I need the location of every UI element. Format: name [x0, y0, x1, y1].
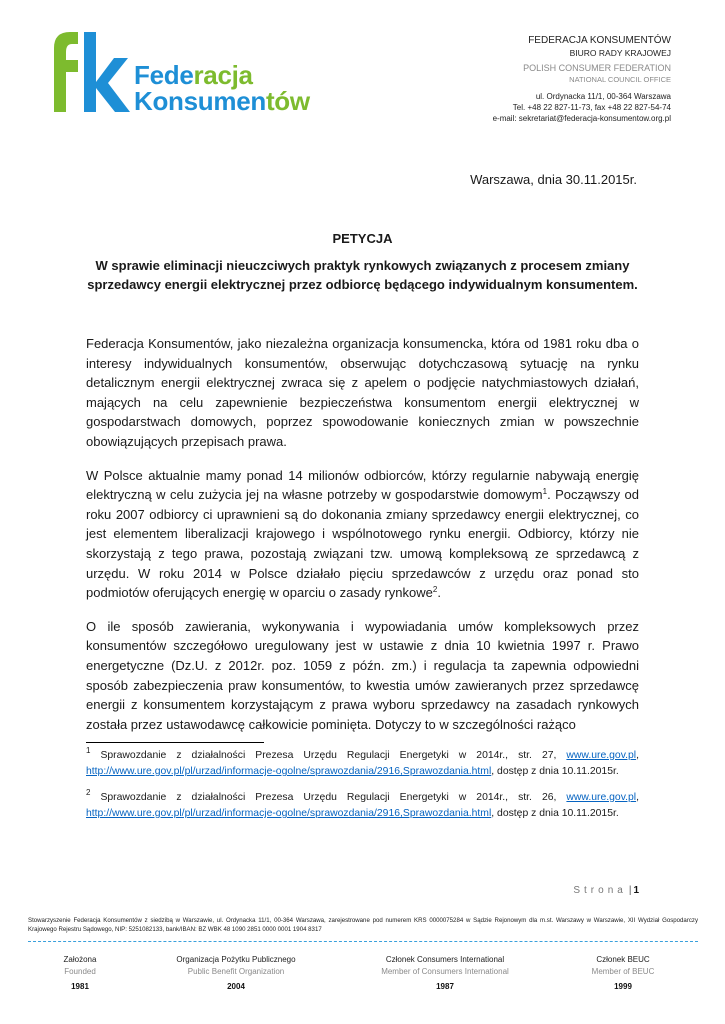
footnote-ref-1[interactable]: 1	[542, 487, 548, 497]
footer-legal-info: Stowarzyszenie Federacja Konsumentów z siedzibą w Warszawie, ul. Ordynacka 11/1, 00-364 Warszawa, zarejestrowane pod numerem KRS 0000075284 w Sądzie Rejonowym dla m.st. Warszawy w Warszawie, XII Wydział Gospodarczy Krajowego Rejestru Sądowego, NIP: 5251082133, bank/IBAN: BZ WBK 48 1090 2851 0000 0001 1904 8317	[28, 917, 698, 933]
fk-logo-mark-icon	[44, 28, 134, 114]
paragraph-1: Federacja Konsumentów, jako niezależna organizacja konsumencka, która od 1981 roku dba o interesy indywidualnych konsumentów, obserwując dotychczasową sytuację na rynku detalicznym energii elektrycznej zwraca się z apelem o podjęcie natychmiastowych działań, mających na celu zapewnienie bezpieczeństwa konsumentom energii elektrycznej w gospodarstwach domowych, poprzez spowodowanie koniecznych zmian w powszechnie obowiązujących przepisach prawa.	[86, 336, 639, 449]
footnote-1-link-report[interactable]: http://www.ure.gov.pl/pl/urzad/informacje-ogolne/sprawozdania/2916,Sprawozdania.html	[86, 766, 492, 777]
footer-public-benefit: Organizacja Pożytku Publicznego Public Benefit Organization 2004	[176, 955, 296, 991]
header-office-name: BIURO RADY KRAJOWEJ	[569, 48, 671, 58]
footnote-2: $^2$ Sprawozdanie z działalności Prezesa Urzędu Regulacji Energetyki w 2014r., str. 26, www.ure.gov.pl, http://www.ure.gov.pl/pl/urzad/informacje-ogolne/sprawozdania/2916,Sprawozdania.html, dostęp z dnia 10.11.2015r.	[86, 788, 639, 819]
footnote-ref-2[interactable]: 2	[432, 585, 438, 595]
footnotes	[86, 748, 639, 832]
header-office-name-en: NATIONAL COUNCIL OFFICE	[569, 75, 671, 84]
footer-divider	[28, 941, 698, 942]
header-phone: Tel. +48 22 827-11-73, fax +48 22 827-54-74	[512, 103, 671, 112]
header-org-name-en: POLISH CONSUMER FEDERATION	[523, 63, 671, 73]
header-contact-block	[493, 34, 671, 124]
paragraph-2: W Polsce aktualnie mamy ponad 14 milionów odbiorców, którzy regularnie nabywają energię elektryczną w celu zużycia jej na własne potrzeby w gospodarstwie domowym$^1$. Począwszy od roku 2007 odbiorcy ci uprawnieni są do dokonania zmiany sprzedawcy energii elektrycznej, co jest elementem liberalizacji krajowego i wspólnotowego rynku energii. Odbiorcy, którzy nie skorzystają z tego prawa, pozostają związani tzw. umową kompleksową ze sprzedawcą z urzędu. W roku 2014 w Polsce działało pięciu sprzedawców z urzędu oraz ponad sto podmiotów oferujących energię w oparciu o zasady rynkowe$^2$.	[86, 467, 639, 601]
logo-name-line-2: Konsumentów	[134, 86, 310, 116]
footnote-1: $^1$ Sprawozdanie z działalności Prezesa Urzędu Regulacji Energetyki w 2014r., str. 27, www.ure.gov.pl, http://www.ure.gov.pl/pl/urzad/informacje-ogolne/sprawozdania/2916,Sprawozdania.html, dostęp z dnia 10.11.2015r.	[86, 746, 639, 777]
header-address: ul. Ordynacka 11/1, 00-364 Warszawa	[535, 92, 671, 101]
footer-beuc: Członek BEUC Member of BEUC 1999	[591, 955, 655, 991]
letter-body	[86, 334, 639, 748]
footnote-2-link-report[interactable]: http://www.ure.gov.pl/pl/urzad/informacje-ogolne/sprawozdania/2916,Sprawozdania.html	[86, 808, 492, 819]
footer-consumers-international: Członek Consumers International Member of Consumers International 1987	[381, 955, 509, 991]
footnote-divider	[86, 742, 264, 743]
footer-founded: Założona Founded 1981	[63, 955, 97, 991]
footnote-2-link-ure[interactable]: www.ure.gov.pl	[566, 792, 637, 803]
logo-name-line-1: Federacja	[134, 60, 253, 90]
federacja-konsumentow-logo	[44, 28, 310, 116]
page-number: Strona | 1	[573, 885, 639, 896]
paragraph-3: O ile sposób zawierania, wykonywania i wypowiadania umów kompleksowych przez konsumentów szczegółowo uregulowany jest w ustawie z dnia 10 kwietnia 1997 r. Prawo energetyczne (Dz.U. z 2012r. poz. 1059 z późn. zm.) i regulacja ta zapewnia odpowiedni sposób zabezpieczenia praw konsumentów, to kwestia umów zawieranych przez sprzedawcę energii z konsumentem korzystającym z prawa wyboru sprzedawcy na zasadach rynkowych została przez ustawodawcę całkowicie pominięta. Dotyczy to w szczególności rażąco	[86, 618, 639, 732]
letter-date: Warszawa, dnia 30.11.2015r.	[470, 172, 637, 187]
petition-subtitle: W sprawie eliminacji nieuczciwych praktyk rynkowych związanych z procesem zmiany sprzedawcy energii elektrycznej przez odbiorcę będącego indywidualnym konsumentem.	[87, 258, 638, 292]
footnote-1-link-ure[interactable]: www.ure.gov.pl	[566, 750, 637, 761]
header-org-name: FEDERACJA KONSUMENTÓW	[528, 35, 671, 46]
petition-title: PETYCJA	[332, 231, 393, 246]
header-email: e-mail: sekretariat@federacja-konsumentow.org.pl	[492, 114, 671, 123]
